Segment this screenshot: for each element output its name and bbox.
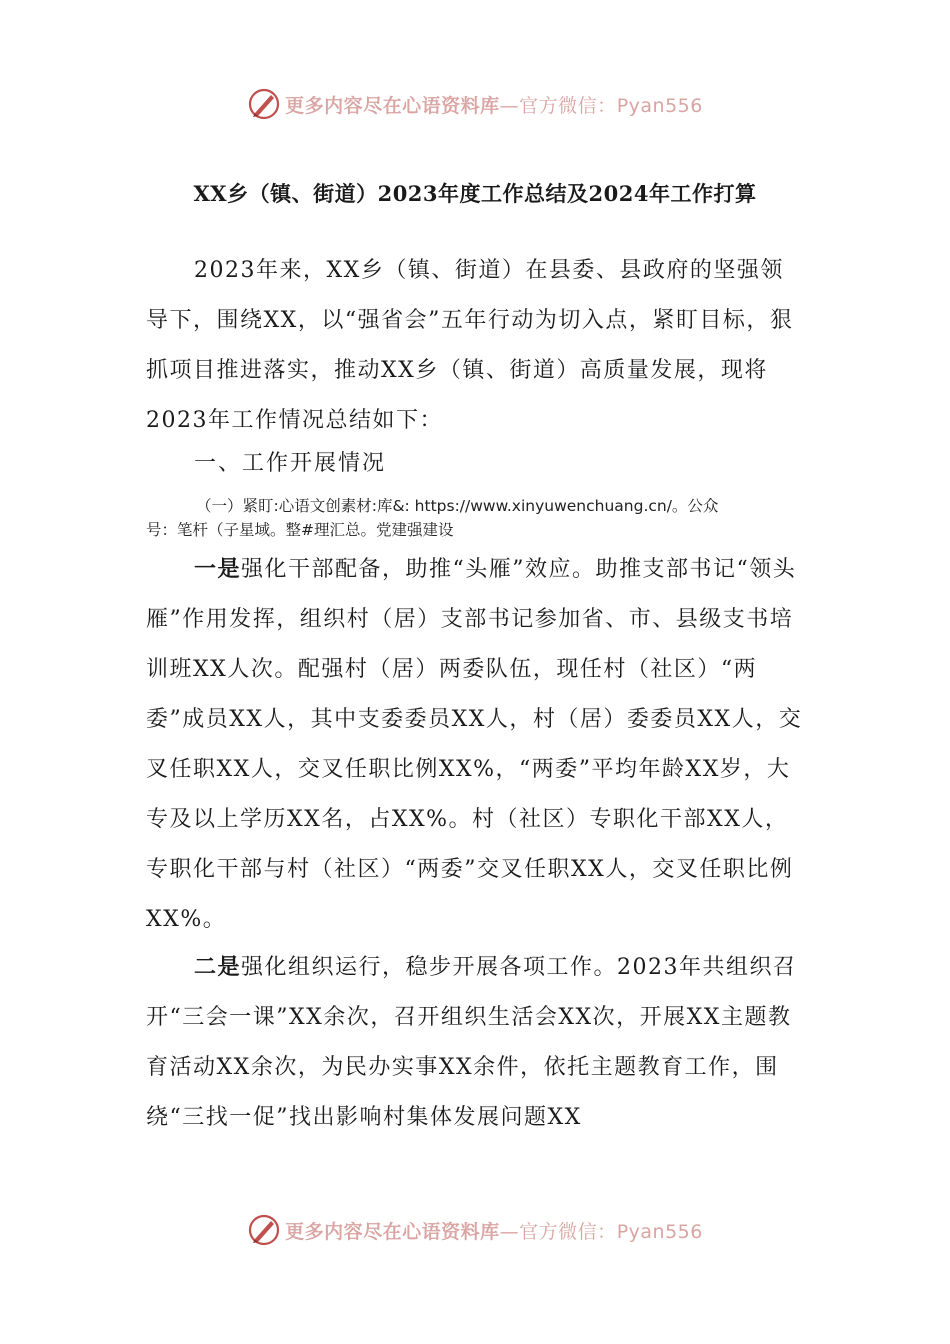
- paragraph-one-body: 强化干部配备，助推“头雁”效应。助推支部书记“领头雁”作用发挥，组织村（居）支部书记参加省、市、县级支书培训班XX人次。配强村（居）两委队伍，现任村（社区）“两委”成员XX人，其中支委委员XX人，村（居）委委员XX人，交叉任职XX人，交叉任职比例XX%，“两委”平均年龄XX岁，大专及以上学历XX名，占XX%。村（社区）专职化干部XX人，专职化干部与村（社区）“两委”交叉任职XX人，交叉任职比例XX%。: [146, 557, 803, 932]
- header-banner: [0, 82, 950, 126]
- paragraph-one: [146, 544, 806, 945]
- paragraph-two-lead: 二是: [194, 954, 242, 980]
- pen-logo-icon: [247, 1213, 281, 1247]
- footer-banner-text: 更多内容尽在心语资料库—官方微信：Pyan556: [285, 1220, 703, 1243]
- paragraph-two-body: 强化组织运行，稳步开展各项工作。2023年共组织召开“三会一课”XX余次，召开组织生活会XX次，开展XX主题教育活动XX余次，为民办实事XX余件，依托主题教育工作，围绕“三找一促”找出影响村集体发展问题XX: [146, 955, 797, 1130]
- intro-paragraph: 2023年来，XX乡（镇、街道）在县委、县政府的坚强领导下，围绕XX，以“强省会”五年行动为切入点，紧盯目标，狠抓项目推进落实，推动XX乡（镇、街道）高质量发展，现将2023年工作情况总结如下：: [146, 258, 794, 433]
- header-banner-text: 更多内容尽在心语资料库—官方微信：Pyan556: [285, 94, 703, 117]
- paragraph-one-lead: 一是: [194, 556, 242, 582]
- footer-banner: [0, 1208, 950, 1252]
- paragraph-two: [146, 942, 806, 1143]
- subsection-line-1: （一）紧盯:心语文创素材:库&: https://www.xinyuwenchuang.cn/。公众: [196, 497, 719, 515]
- subsection-line-2: 号：笔杆（子星域。整#理汇总。党建强建设: [146, 521, 454, 539]
- section-heading: 一、工作开展情况: [194, 451, 387, 476]
- document-title: XX乡（镇、街道）2023年度工作总结及2024年工作打算: [193, 181, 757, 206]
- pen-logo-icon: [247, 87, 281, 121]
